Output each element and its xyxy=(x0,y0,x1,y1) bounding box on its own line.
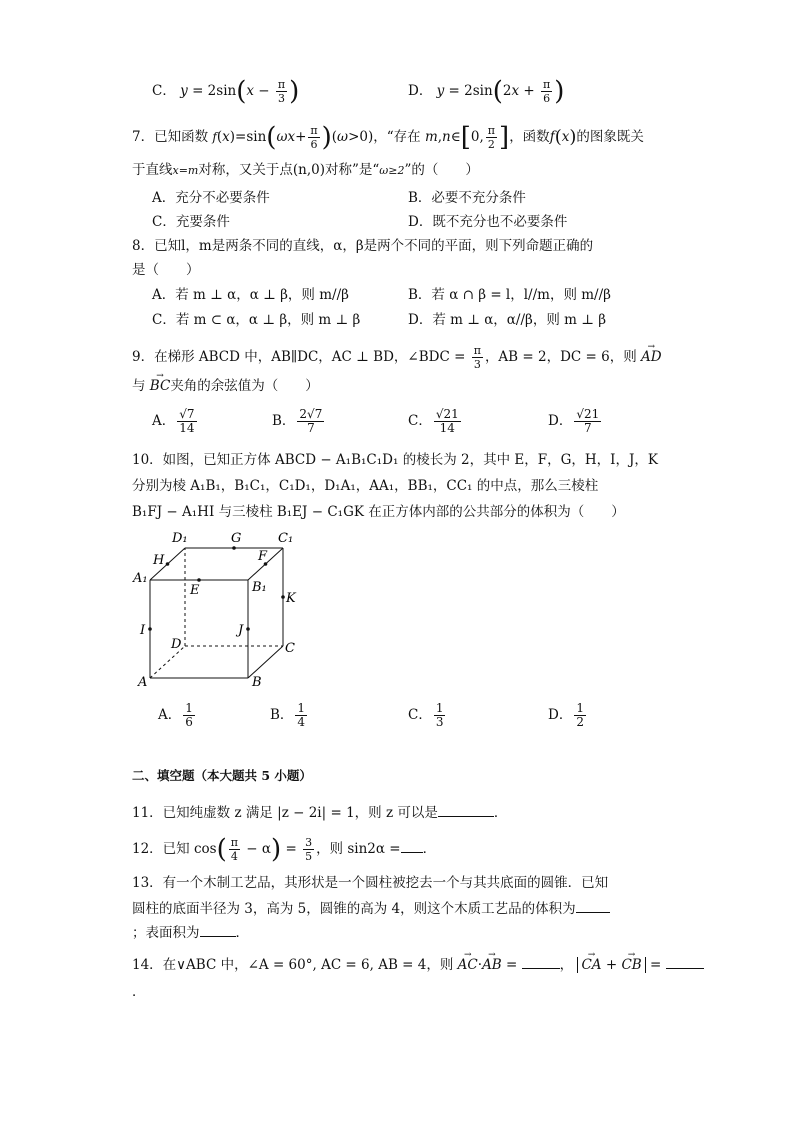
q11-stem: 11．已知纯虚数 z 满足 |z − 2i| = 1，则 z 可以是 ． xyxy=(132,802,507,823)
point-j xyxy=(246,627,250,631)
point-g xyxy=(232,546,236,550)
q11-answer-blank[interactable] xyxy=(438,802,494,817)
vector-bc: → BC xyxy=(150,376,171,396)
label-c: C xyxy=(285,641,295,656)
q13-area-blank[interactable] xyxy=(200,922,236,937)
q7-option-b: B．必要不充分条件 xyxy=(408,190,526,206)
q10-option-c: C． $\frac{1}{3}$ xyxy=(408,701,444,729)
q14-stem: 14．在∨ABC 中，∠A = 60°, AC = 6, AB = 4，则 → AC·→ AB = ， → CA + → CB = xyxy=(132,954,704,975)
q9-stem-line2: 与 → BC夹角的余弦值为（ ） xyxy=(132,376,319,396)
q10-option-b: B． $\frac{1}{4}$ xyxy=(270,701,306,729)
label-g: G xyxy=(231,531,242,546)
q13-stem-line1: 13．有一个木制工艺品，其形状是一个圆柱被挖去一个与其共底面的圆锥．已知 xyxy=(132,875,609,891)
label-a1: A₁ xyxy=(133,571,148,586)
label-j: J xyxy=(238,623,244,638)
q8-option-b: B．若 α ∩ β = l，l//m，则 m//β xyxy=(408,287,611,303)
q10-stem-line2: 分别为棱 A₁B₁，B₁C₁，C₁D₁，D₁A₁，AA₁，BB₁，CC₁ 的中点，那么三棱柱 xyxy=(132,478,599,494)
label-a: A xyxy=(138,675,148,690)
label-b1: B₁ xyxy=(252,580,267,595)
label-k: K xyxy=(286,591,296,606)
q7-stem-line1: 7．已知函数 f(x)=sin(ωx+ $\frac{\pi}{6}$ )(ω>0)，“存在 m,n∈[0, $\frac{\pi}{2}$ ]，函数f(x)的图象既关 xyxy=(132,122,644,153)
q7-option-a: A．充分不必要条件 xyxy=(152,190,270,206)
q9-option-a: A． $\frac{√7}{14}$ xyxy=(152,407,195,435)
point-i xyxy=(148,627,152,631)
label-h: H xyxy=(153,553,165,568)
q12-stem: 12．已知 cos( $\frac{\pi}{4}$ − α) = $\frac{3}{5}$ ，则 sin2α = ． xyxy=(132,834,437,865)
q10-stem-line3: B₁FJ − A₁HI 与三棱柱 B₁EJ − C₁GK 在正方体内部的公共部分的体积为（ ） xyxy=(132,504,625,520)
point-e xyxy=(197,578,201,582)
q13-volume-blank[interactable] xyxy=(576,898,610,913)
q6-option-c: C． y = 2sin(x − $\frac{\pi}{3}$ ) xyxy=(152,76,300,107)
q8-option-a: A．若 m ⊥ α，α ⊥ β，则 m//β xyxy=(152,287,349,303)
q8-option-c: C．若 m ⊂ α，α ⊥ β，则 m ⊥ β xyxy=(152,312,361,328)
edge-bc xyxy=(248,646,283,678)
q14-magnitude-blank[interactable] xyxy=(666,954,704,969)
q9-stem-line1: 9．在梯形 ABCD 中，AB∥DC，AC ⊥ BD，∠BDC = $\frac{\pi}{3}$ ，AB = 2，DC = 6，则 → AD xyxy=(132,344,662,371)
vector-ad: → AD xyxy=(641,347,662,367)
q13-stem-line2: 圆柱的底面半径为 3，高为 5，圆锥的高为 4，则这个木质工艺品的体积为 xyxy=(132,898,610,919)
q6-option-d: D． y = 2sin(2x + $\frac{\pi}{6}$ ) xyxy=(408,76,565,107)
label-b: B xyxy=(252,675,262,690)
q7-option-c: C．充要条件 xyxy=(152,214,230,230)
q13-stem-line3: ；表面积为 ． xyxy=(132,922,249,943)
q9-option-b: B． $\frac{2√7}{7}$ xyxy=(272,407,323,435)
q8-stem-line1: 8．已知l，m是两条不同的直线，α，β是两个不同的平面，则下列命题正确的 xyxy=(132,238,594,254)
q10-option-a: A． $\frac{1}{6}$ xyxy=(158,701,193,729)
q12-answer-blank[interactable] xyxy=(401,838,423,853)
label-d1: D₁ xyxy=(172,531,188,546)
vector-ac: → AC xyxy=(458,955,478,975)
q8-stem-line2: 是（ ） xyxy=(132,262,200,278)
label-c1: C₁ xyxy=(278,531,294,546)
q7-option-d: D．既不充分也不必要条件 xyxy=(408,214,568,230)
label-f: F xyxy=(258,549,268,564)
q9-option-d: D． $\frac{√21}{7}$ xyxy=(548,407,600,435)
label-d: D xyxy=(171,637,182,652)
label-i: I xyxy=(140,623,146,638)
cube-figure xyxy=(128,528,308,690)
vector-cb: → CB xyxy=(621,955,641,975)
q14-dot-product-blank[interactable] xyxy=(522,954,560,969)
label-e: E xyxy=(190,583,200,598)
q7-stem-line2: 于直线x=m对称，又关于点(n,0)对称”是“ω≥2”的（ ） xyxy=(132,162,479,178)
point-h xyxy=(166,562,170,566)
q8-option-d: D．若 m ⊥ α，α//β，则 m ⊥ β xyxy=(408,312,607,328)
vector-ca: → CA xyxy=(581,955,601,975)
point-k xyxy=(281,595,285,599)
section-heading: 二、填空题（本大题共 5 小题） xyxy=(132,768,312,783)
vector-ab: → AB xyxy=(482,955,502,975)
q10-stem-line1: 10．如图，已知正方体 ABCD − A₁B₁C₁D₁ 的棱长为 2，其中 E，F，G，H，I，J，K xyxy=(132,452,658,468)
q9-option-c: C． $\frac{√21}{14}$ xyxy=(408,407,459,435)
q10-option-d: D． $\frac{1}{2}$ xyxy=(548,701,584,729)
q14-tail: ． xyxy=(132,984,146,1000)
